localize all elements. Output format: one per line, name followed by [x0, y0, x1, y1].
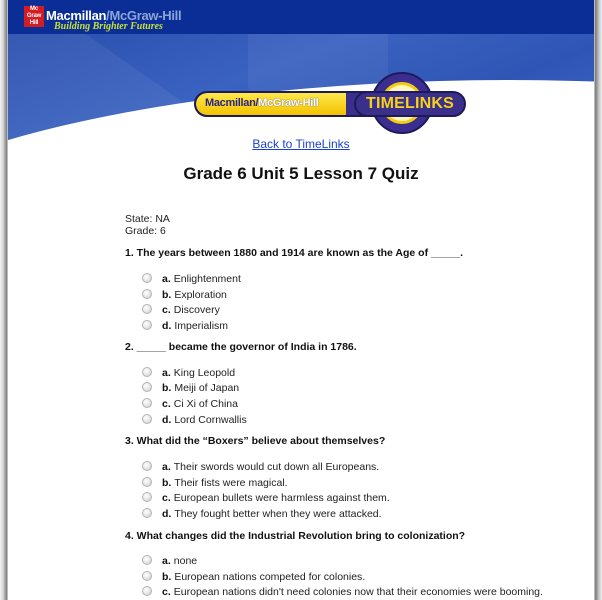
answer-option[interactable]: b. European nations competed for colonies. [142, 571, 365, 583]
radio-button[interactable] [142, 586, 152, 596]
radio-button[interactable] [142, 304, 152, 314]
back-to-timelinks-link[interactable]: Back to TimeLinks [252, 137, 350, 151]
window-frame-left [0, 0, 8, 600]
answer-option[interactable]: b. Meiji of Japan [142, 382, 239, 394]
window-frame-right [594, 0, 602, 600]
answer-option[interactable]: a. King Leopold [142, 367, 235, 379]
publisher-tagline: Building Brighter Futures [54, 21, 163, 32]
publisher-header [8, 0, 594, 34]
radio-button[interactable] [142, 320, 152, 330]
publisher-brand: Macmillan/McGraw-Hill [46, 8, 182, 23]
radio-button[interactable] [142, 555, 152, 565]
radio-button[interactable] [142, 414, 152, 424]
timelinks-wordmark: TIMELINKS [354, 91, 466, 117]
question-1: 1. The years between 1880 and 1914 are known as the Age of _____. [125, 247, 464, 259]
state-label: State: NA [125, 213, 170, 225]
radio-button[interactable] [142, 508, 152, 518]
answer-option[interactable]: c. European bullets were harmless against them. [142, 492, 390, 504]
grade-label: Grade: 6 [125, 225, 166, 237]
radio-button[interactable] [142, 571, 152, 581]
answer-option[interactable]: b. Exploration [142, 289, 227, 301]
question-4: 4. What changes did the Industrial Revolution bring to colonization? [125, 530, 466, 542]
answer-option[interactable]: a. none [142, 555, 197, 567]
radio-button[interactable] [142, 492, 152, 502]
page-title: Grade 6 Unit 5 Lesson 7 Quiz [183, 164, 419, 183]
answer-option[interactable]: c. European nations didn't need colonies now that their economies were booming. [142, 586, 543, 598]
radio-button[interactable] [142, 477, 152, 487]
radio-button[interactable] [142, 382, 152, 392]
answer-option[interactable]: d. Imperialism [142, 320, 228, 332]
answer-option[interactable]: b. Their fists were magical. [142, 477, 288, 489]
radio-button[interactable] [142, 398, 152, 408]
question-3: 3. What did the “Boxers” believe about themselves? [125, 435, 386, 447]
answer-option[interactable]: d. Lord Cornwallis [142, 414, 247, 426]
radio-button[interactable] [142, 289, 152, 299]
radio-button[interactable] [142, 461, 152, 471]
mcgraw-hill-logo-icon: Mc Graw Hill [24, 6, 44, 27]
answer-option[interactable]: a. Their swords would cut down all Europeans. [142, 461, 379, 473]
quiz-meta [125, 213, 170, 237]
radio-button[interactable] [142, 367, 152, 377]
answer-option[interactable]: d. They fought better when they were attacked. [142, 508, 382, 520]
timelinks-logo-pill: Macmillan/McGraw-Hill [194, 91, 456, 117]
question-2: 2. _____ became the governor of India in 1786. [125, 341, 357, 353]
page [8, 0, 594, 600]
answer-option[interactable]: c. Discovery [142, 304, 220, 316]
answer-option[interactable]: a. Enlightenment [142, 273, 241, 285]
answer-option[interactable]: c. Ci Xi of China [142, 398, 238, 410]
timelinks-banner [8, 34, 594, 144]
radio-button[interactable] [142, 273, 152, 283]
